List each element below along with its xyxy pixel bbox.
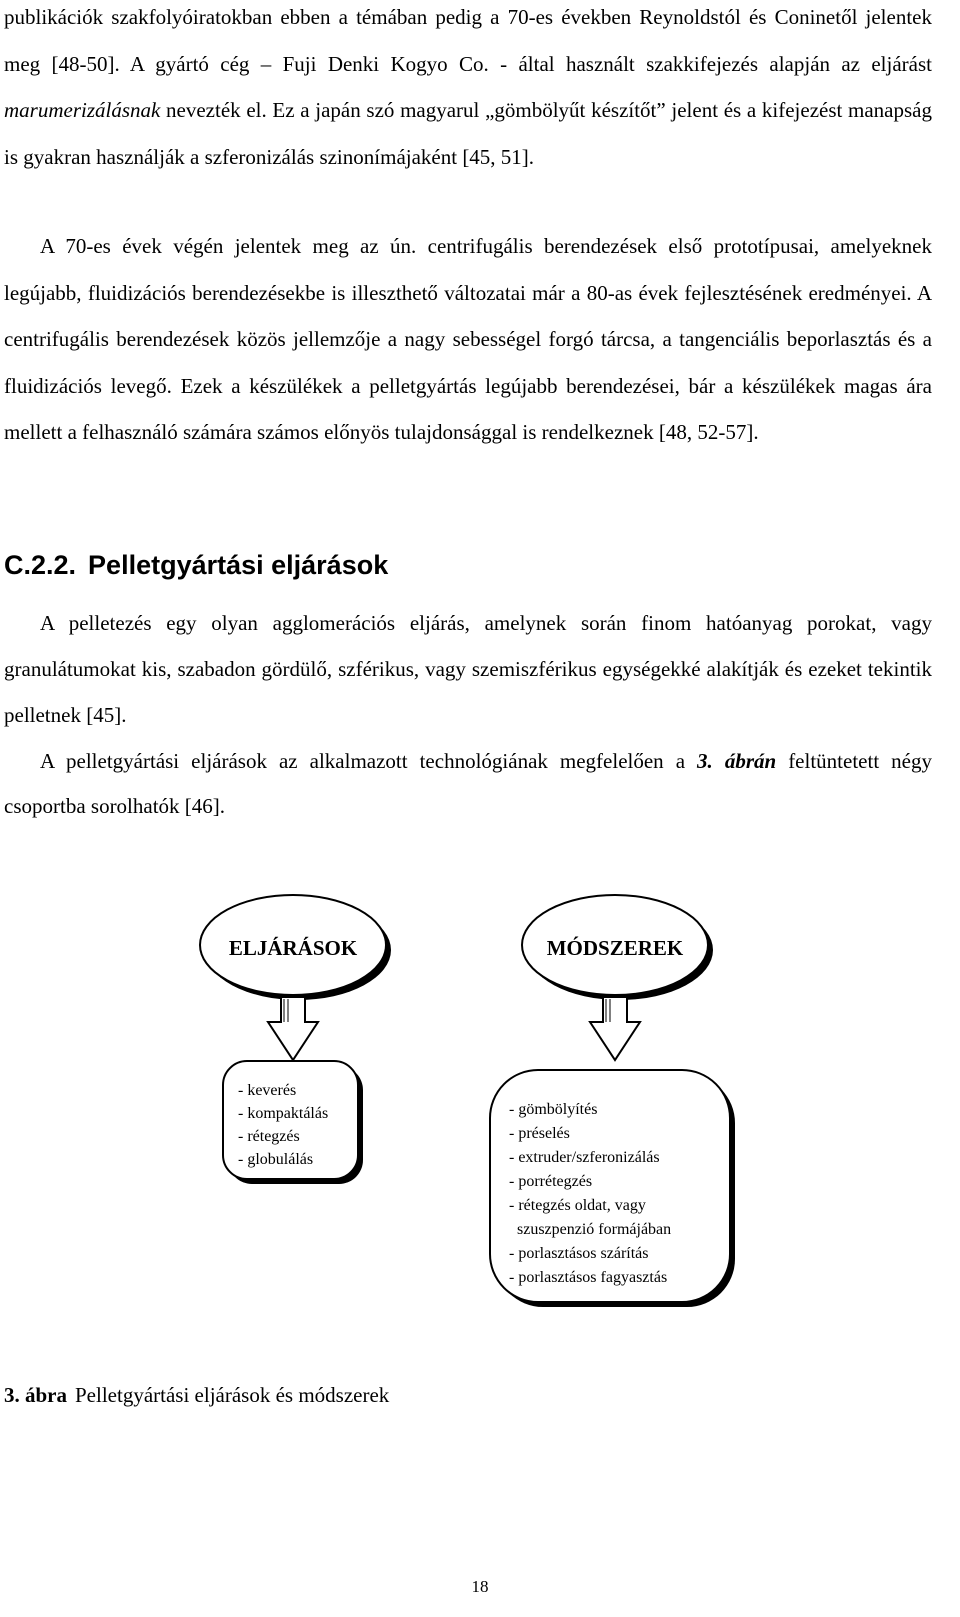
right-item: - porlasztásos fagyasztás	[509, 1269, 668, 1286]
left-item: - rétegzés	[238, 1128, 300, 1145]
left-arrow-icon	[268, 997, 318, 1060]
paragraph-pelletization: A pelletezés egy olyan agglomerációs eljárás, amelynek során finom hatóanyag porokat, vagy granulátumokat kis, szabadon gördülő, szférikus, vagy szemiszférikus egységekké alakítják és ezeket tekintik pelletnek [45].	[4, 611, 932, 727]
right-item: - porrétegzés	[509, 1173, 593, 1190]
section-number: C.2.2.	[4, 550, 77, 580]
left-ellipse-title: ELJÁRÁSOK	[228, 936, 358, 960]
paragraph-methods-text-1: A pelletgyártási eljárások az alkalmazott technológiának megfelelően a	[40, 749, 698, 773]
section-title: Pelletgyártási eljárások	[88, 550, 389, 580]
left-item: - keverés	[238, 1082, 297, 1099]
figure-3-diagram	[0, 880, 960, 1350]
paragraph-intro-text-1: publikációk szakfolyóiratokban ebben a témában pedig a 70-es években Reynoldstól és Coninetől jelentek meg [48-50]. A gyártó cég – Fuji Denki Kogyo Co. - által használt szakkifejezés alapján az eljárást	[4, 5, 932, 76]
right-item: - rétegzés oldat, vagy	[509, 1197, 646, 1214]
figure-caption	[4, 1380, 389, 1410]
figure-reference: 3. ábrán	[697, 749, 777, 773]
page-number: 18	[471, 1577, 489, 1596]
paragraph-intro-text-2: nevezték el. Ez a japán szó magyarul „gömbölyűt készítőt” jelent és a kifejezést manapság is gyakran használják a szferonizálás szinonímájaként [45, 51].	[4, 98, 932, 169]
right-ellipse-title: MÓDSZEREK	[546, 936, 684, 960]
right-arrow-icon	[590, 997, 640, 1060]
section-heading	[4, 543, 388, 587]
right-item: - porlasztásos szárítás	[509, 1245, 649, 1262]
figure-caption-number: 3. ábra	[4, 1383, 67, 1407]
paragraph-centrifugal: A 70-es évek végén jelentek meg az ún. centrifugális berendezések első prototípusai, amelyeknek legújabb, fluidizációs berendezésekbe is illeszthető változatai már a 80-as évek fejlesztésének eredményei. A centrifugális berendezések közös jellemzője a nagy sebességel forgó tárcsa, a tangenciális beporlasztás és a fluidizációs levegő. Ezek a készülékek a pelletgyártás legújabb berendezései, bár a készülékek magas ára mellett a felhasználó számára számos előnyös tulajdonsággal is rendelkeznek [48, 52-57].	[4, 234, 932, 444]
paragraph-methods-text-2: feltüntetett négy csoportba sorolhatók [46].	[4, 749, 932, 818]
paragraph-methods	[4, 739, 932, 829]
right-item: - gömbölyítés	[509, 1101, 598, 1118]
left-item: - kompaktálás	[238, 1105, 329, 1122]
right-item: szuszpenzió formájában	[509, 1221, 672, 1238]
paragraph-intro-term: marumerizálásnak	[4, 98, 161, 122]
figure-caption-text: Pelletgyártási eljárások és módszerek	[75, 1383, 390, 1407]
right-item: - extruder/szferonizálás	[509, 1149, 660, 1166]
left-item: - globulálás	[238, 1151, 314, 1168]
paragraph-intro	[4, 0, 932, 180]
right-item: - préselés	[509, 1125, 570, 1142]
